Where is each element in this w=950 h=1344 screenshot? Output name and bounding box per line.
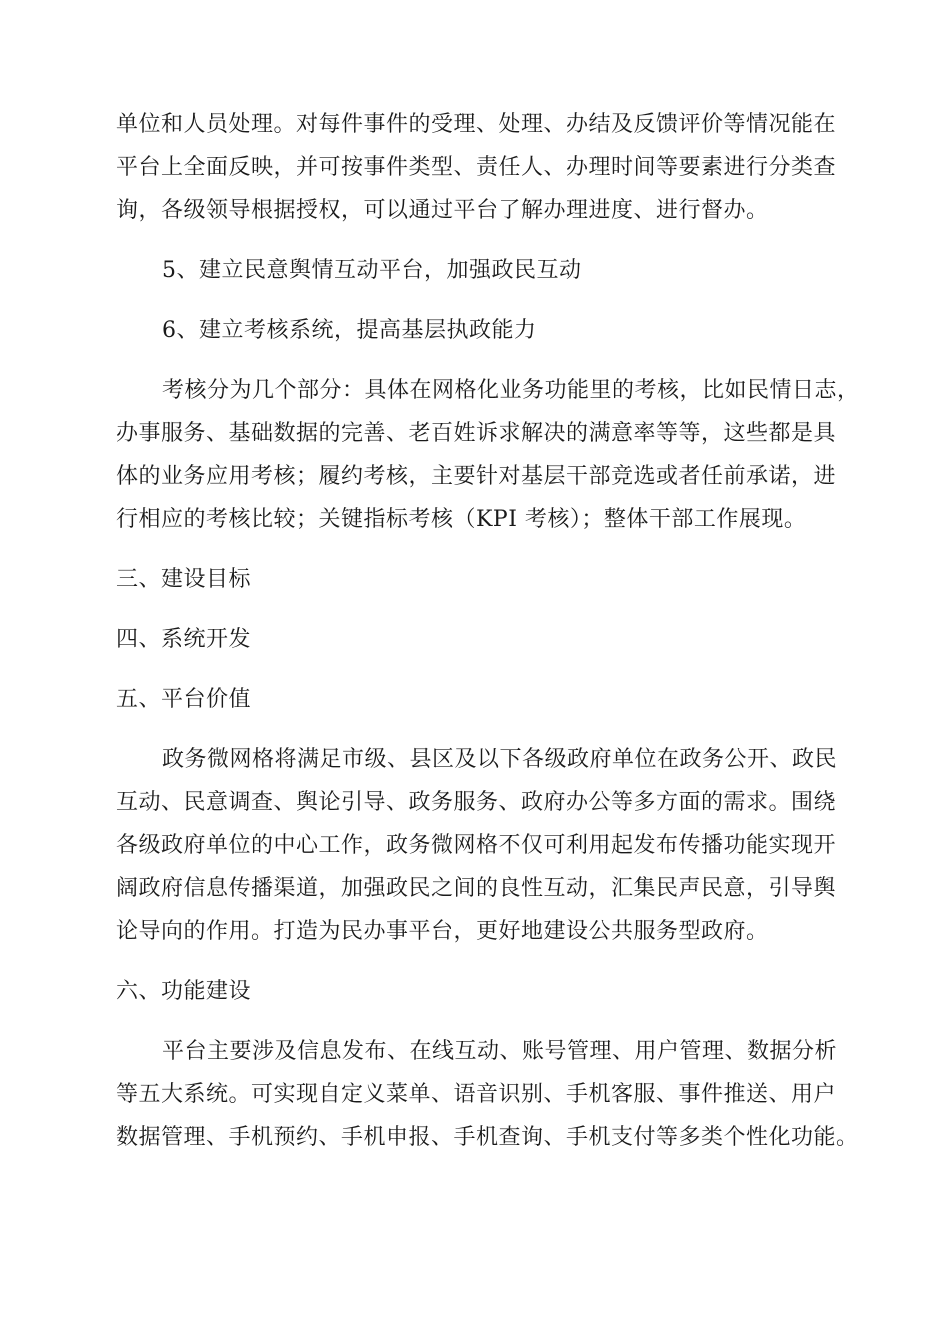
section-heading: 四、系统开发 xyxy=(116,627,252,652)
paragraph-line: 各级政府单位的中心工作，政务微网格不仅可利用起发布传播功能实现开 xyxy=(116,833,837,858)
paragraph-line: 考核分为几个部分：具体在网格化业务功能里的考核，比如民情日志， xyxy=(162,378,860,403)
paragraph-line: 单位和人员处理。对每件事件的受理、处理、办结及反馈评价等情况能在 xyxy=(116,112,837,137)
section-heading: 六、功能建设 xyxy=(116,979,252,1004)
paragraph-line: 政务微网格将满足市级、县区及以下各级政府单位在政务公开、政民 xyxy=(162,747,838,772)
paragraph-line: 论导向的作用。打造为民办事平台，更好地建设公共服务型政府。 xyxy=(116,919,769,944)
paragraph-line: 等五大系统。可实现自定义菜单、语音识别、手机客服、事件推送、用户 xyxy=(116,1082,837,1107)
paragraph-line: 体的业务应用考核；履约考核，主要针对基层干部竞选或者任前承诺，进 xyxy=(116,464,837,489)
paragraph-line: 互动、民意调查、舆论引导、政务服务、政府办公等多方面的需求。围绕 xyxy=(116,790,837,815)
numbered-heading: 5、建立民意舆情互动平台，加强政民互动 xyxy=(162,258,582,283)
section-heading: 五、平台价值 xyxy=(116,687,252,712)
paragraph-line: 询，各级领导根据授权，可以通过平台了解办理进度、进行督办。 xyxy=(116,198,769,223)
paragraph-line: 平台上全面反映，并可按事件类型、责任人、办理时间等要素进行分类查 xyxy=(116,155,837,180)
paragraph-line: 办事服务、基础数据的完善、老百姓诉求解决的满意率等等，这些都是具 xyxy=(116,421,837,446)
paragraph-line: 行相应的考核比较；关键指标考核（KPI 考核）；整体干部工作展现。 xyxy=(116,507,807,532)
paragraph-line: 阔政府信息传播渠道，加强政民之间的良性互动，汇集民声民意，引导舆 xyxy=(116,876,837,901)
paragraph-line: 数据管理、手机预约、手机申报、手机查询、手机支付等多类个性化功能。 xyxy=(116,1125,859,1150)
paragraph-line: 平台主要涉及信息发布、在线互动、账号管理、用户管理、数据分析 xyxy=(162,1039,838,1064)
numbered-heading: 6、建立考核系统，提高基层执政能力 xyxy=(162,318,537,343)
section-heading: 三、建设目标 xyxy=(116,567,252,592)
